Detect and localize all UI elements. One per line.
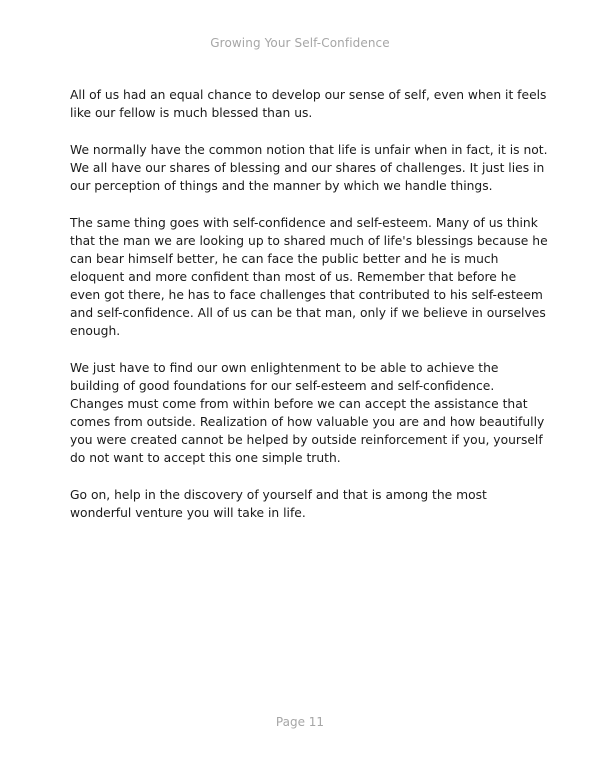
page-body <box>70 86 548 541</box>
body-paragraph: Go on, help in the discovery of yourself and that is among the most wonderful venture you will take in life. <box>70 488 487 520</box>
page-number: Page 11 <box>275 715 325 729</box>
body-paragraph: All of us had an equal chance to develop our sense of self, even when it feels like our fellow is much blessed than us. <box>70 88 547 120</box>
body-paragraph: We normally have the common notion that life is unfair when in fact, it is not. We all have our shares of blessing and our shares of challenges. It just lies in our perception of things and the manner by which we handle things. <box>70 143 548 193</box>
running-header: Growing Your Self-Confidence <box>210 36 390 50</box>
body-paragraph: The same thing goes with self-confidence and self-esteem. Many of us think that the man we are looking up to shared much of life's blessings because he can bear himself better, he can face the public better and he is much eloquent and more confident than most of us. Remember that before he even got there, he has to face challenges that contributed to his self-esteem and self-confidence. All of us can be that man, only if we believe in ourselves enough. <box>70 216 548 338</box>
body-paragraph: We just have to find our own enlightenment to be able to achieve the building of good foundations for our self-esteem and self-confidence. Changes must come from within before we can accept the assistance that comes from outside. Realization of how valuable you are and how beautifully you were created cannot be helped by outside reinforcement if you, yourself do not want to accept this one simple truth. <box>70 361 545 465</box>
